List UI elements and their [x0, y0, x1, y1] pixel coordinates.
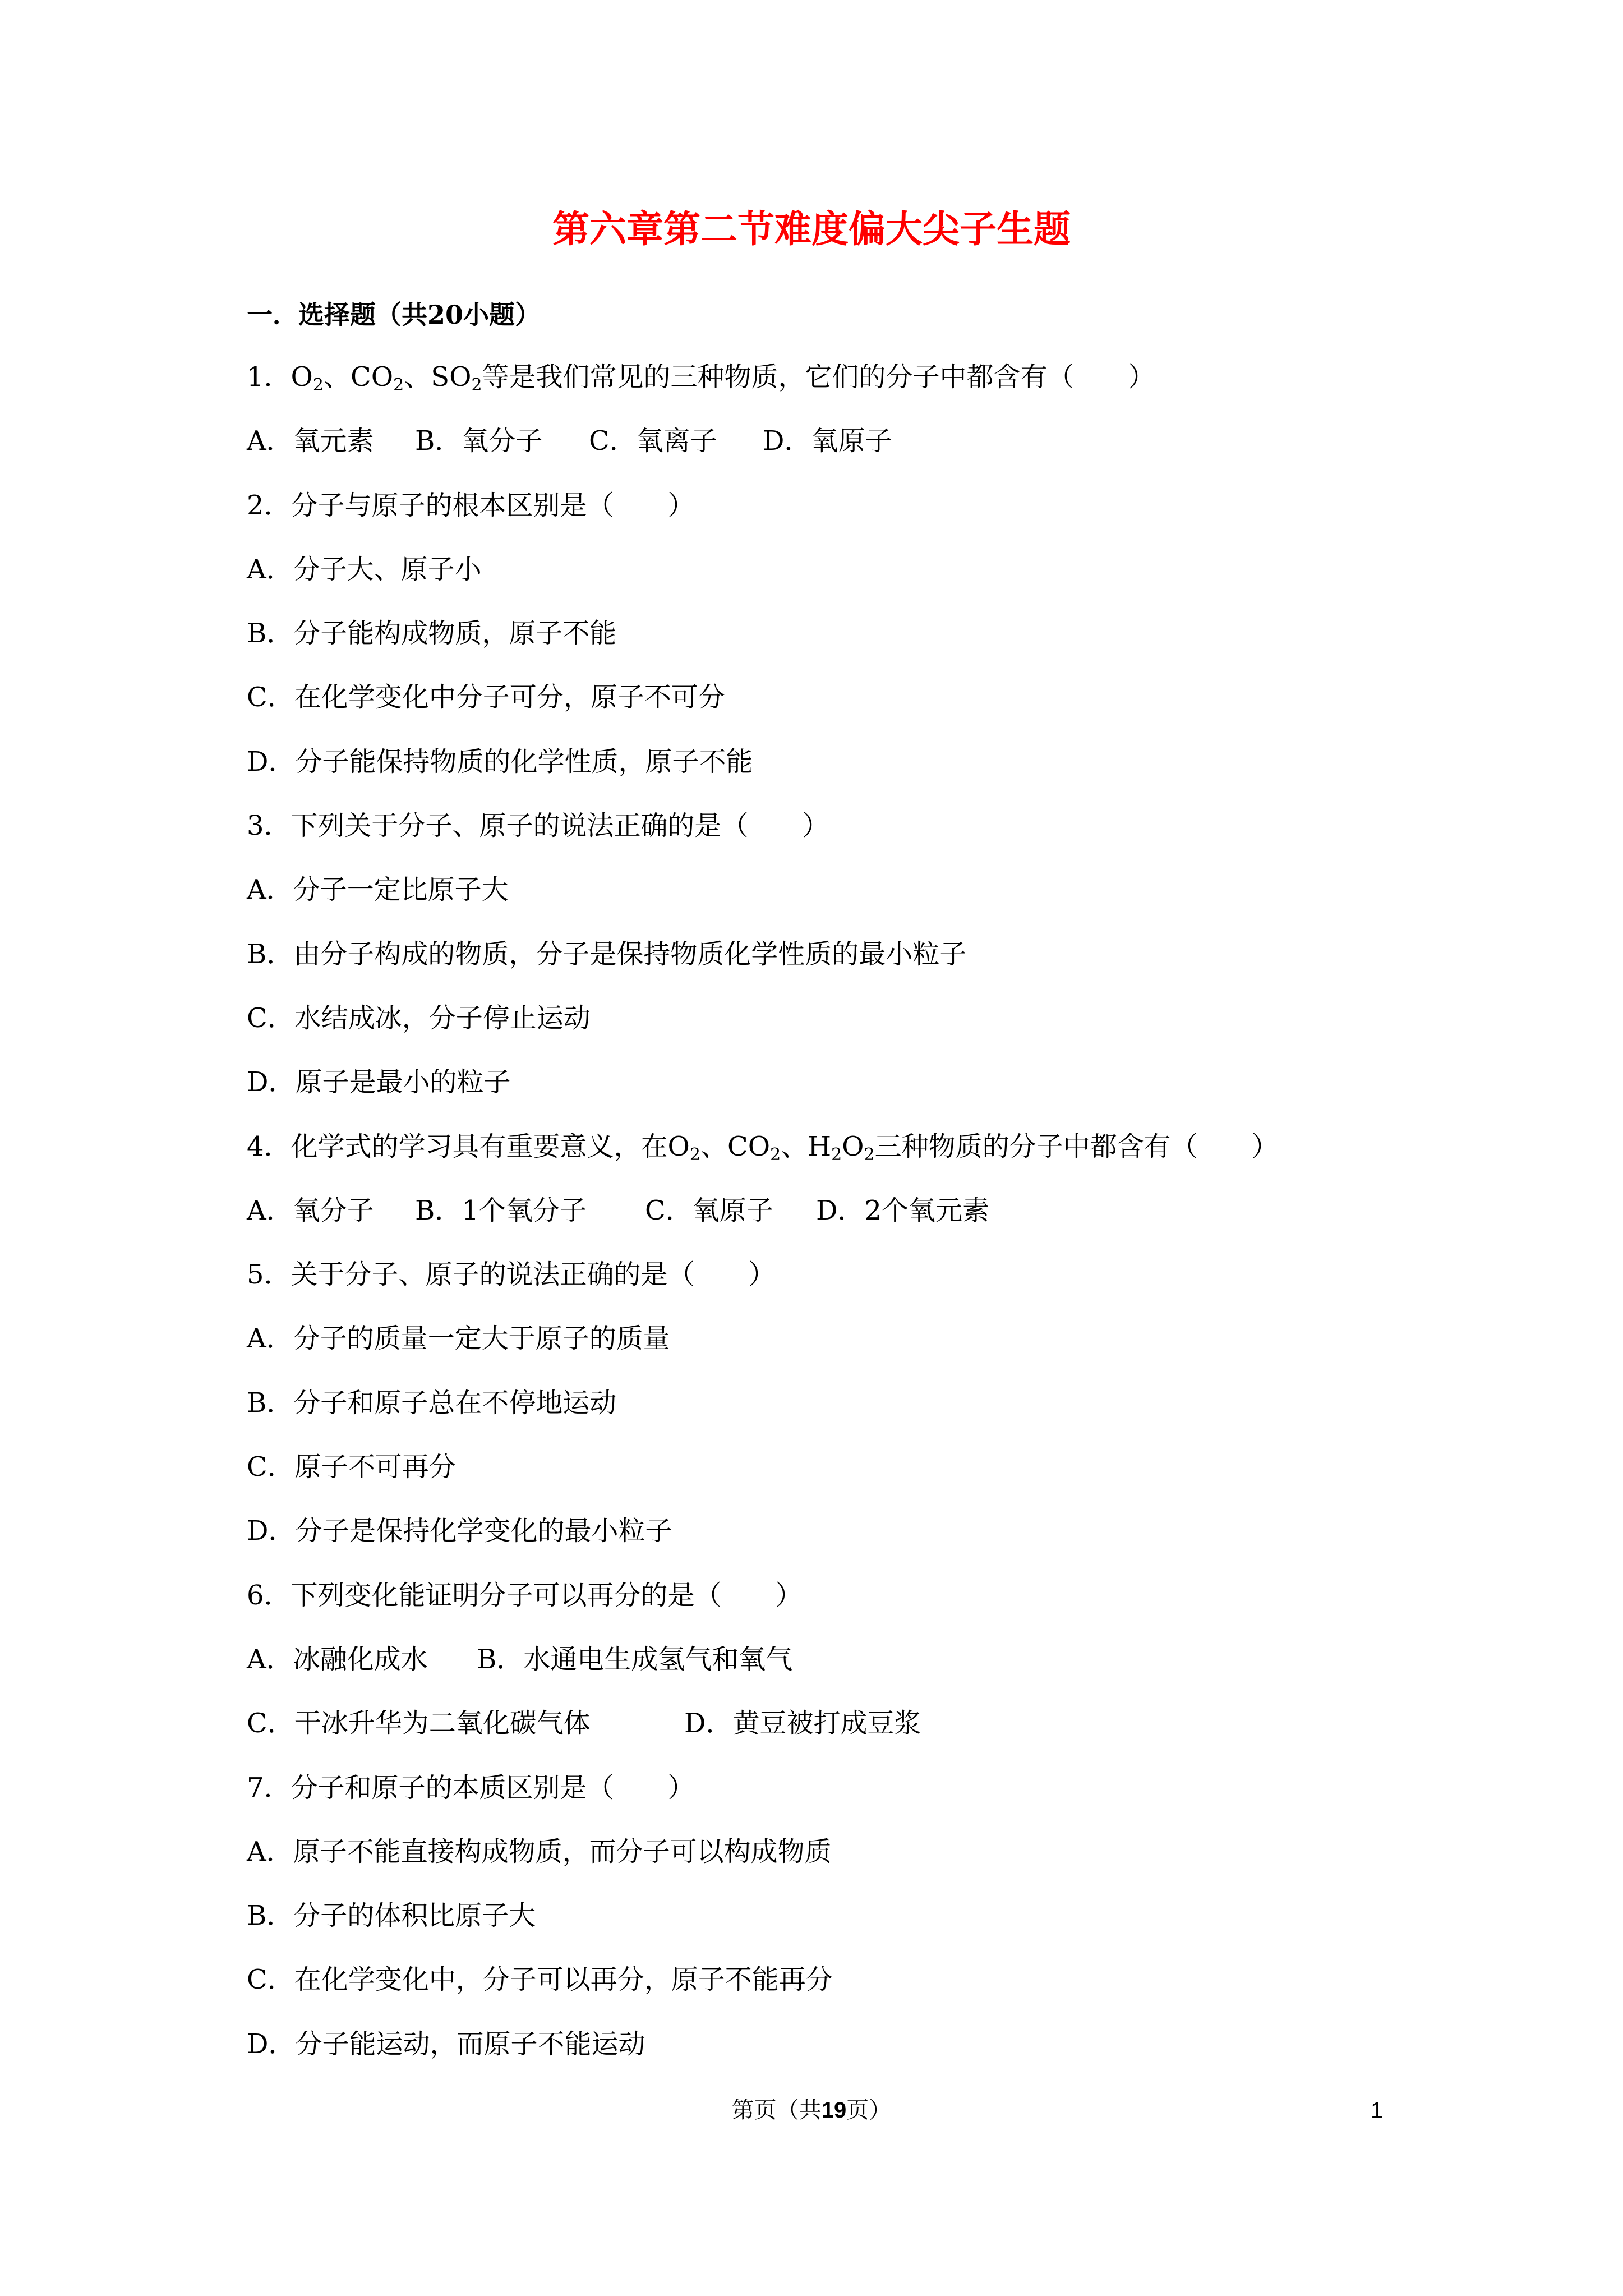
option-a: A．冰融化成水: [247, 1643, 428, 1675]
question-2-stem: 2．分子与原子的根本区别是（ ）: [247, 489, 695, 521]
question-5-option-c: C．原子不可再分: [247, 1451, 456, 1483]
option-a: A．氧分子: [247, 1194, 374, 1226]
option-c: C．干冰升华为二氧化碳气体: [247, 1708, 591, 1740]
question-3-option-a: A．分子一定比原子大: [247, 874, 509, 906]
question-3-stem: 3．下列关于分子、原子的说法正确的是（ ）: [247, 810, 829, 842]
option-b: B．氧分子: [415, 425, 543, 457]
question-6-stem: 6．下列变化能证明分子可以再分的是（ ）: [247, 1579, 803, 1611]
question-5-option-d: D．分子是保持化学变化的最小粒子: [247, 1515, 672, 1547]
question-3-option-b: B．由分子构成的物质，分子是保持物质化学性质的最小粒子: [247, 938, 967, 970]
question-7-option-a: A．原子不能直接构成物质，而分子可以构成物质: [247, 1835, 832, 1867]
option-a: A．氧元素: [247, 425, 374, 457]
page-footer: 第页（共19页）: [731, 2097, 892, 2123]
question-7-stem: 7．分子和原子的本质区别是（ ）: [247, 1772, 695, 1803]
page-number: 1: [1371, 2098, 1384, 2123]
question-5-option-a: A．分子的质量一定大于原子的质量: [247, 1323, 670, 1355]
question-3-option-d: D．原子是最小的粒子: [247, 1066, 511, 1098]
option-b: B．水通电生成氢气和氧气: [477, 1643, 793, 1675]
question-2-option-c: C．在化学变化中分子可分，原子不可分: [247, 682, 725, 714]
question-list: [247, 359, 1413, 2090]
question-2-option-a: A．分子大、原子小: [247, 553, 482, 585]
question-4-options: [247, 1193, 1413, 1257]
question-1-stem: 1．$O_2$、$CO_2$、$SO_2$等是我们常见的三种物质，它们的分子中都含有（ ）: [247, 361, 1155, 395]
question-7-option-d: D．分子能运动，而原子不能运动: [247, 2028, 645, 2060]
question-4-stem: 4．化学式的学习具有重要意义，在$O_2$、$CO_2$、$H_2O_2$三种物质的分子中都含有（ ）: [247, 1130, 1279, 1165]
option-b: B．1个氧分子: [415, 1194, 587, 1226]
question-1-options: [247, 423, 1413, 487]
question-5-option-b: B．分子和原子总在不停地运动: [247, 1387, 617, 1419]
question-6-options-ab: [247, 1641, 1413, 1705]
question-5-stem: 5．关于分子、原子的说法正确的是（ ）: [247, 1259, 776, 1291]
question-3-option-c: C．水结成冰，分子停止运动: [247, 1002, 591, 1034]
option-c: C．氧离子: [589, 425, 717, 457]
option-d: D．黄豆被打成豆浆: [684, 1708, 921, 1740]
question-2-option-b: B．分子能构成物质，原子不能: [247, 618, 617, 650]
question-6-options-cd: [247, 1705, 1413, 1769]
option-d: D．2个氧元素: [816, 1194, 990, 1226]
option-c: C．氧原子: [645, 1194, 773, 1226]
section-heading: 一．选择题（共20小题）: [247, 300, 541, 330]
question-2-option-d: D．分子能保持物质的化学性质，原子不能: [247, 746, 753, 777]
option-d: D．氧原子: [763, 425, 892, 457]
page-title: 第六章第二节难度偏大尖子生题: [552, 207, 1071, 251]
question-7-option-c: C．在化学变化中，分子可以再分，原子不能再分: [247, 1964, 833, 1996]
question-7-option-b: B．分子的体积比原子大: [247, 1900, 536, 1932]
